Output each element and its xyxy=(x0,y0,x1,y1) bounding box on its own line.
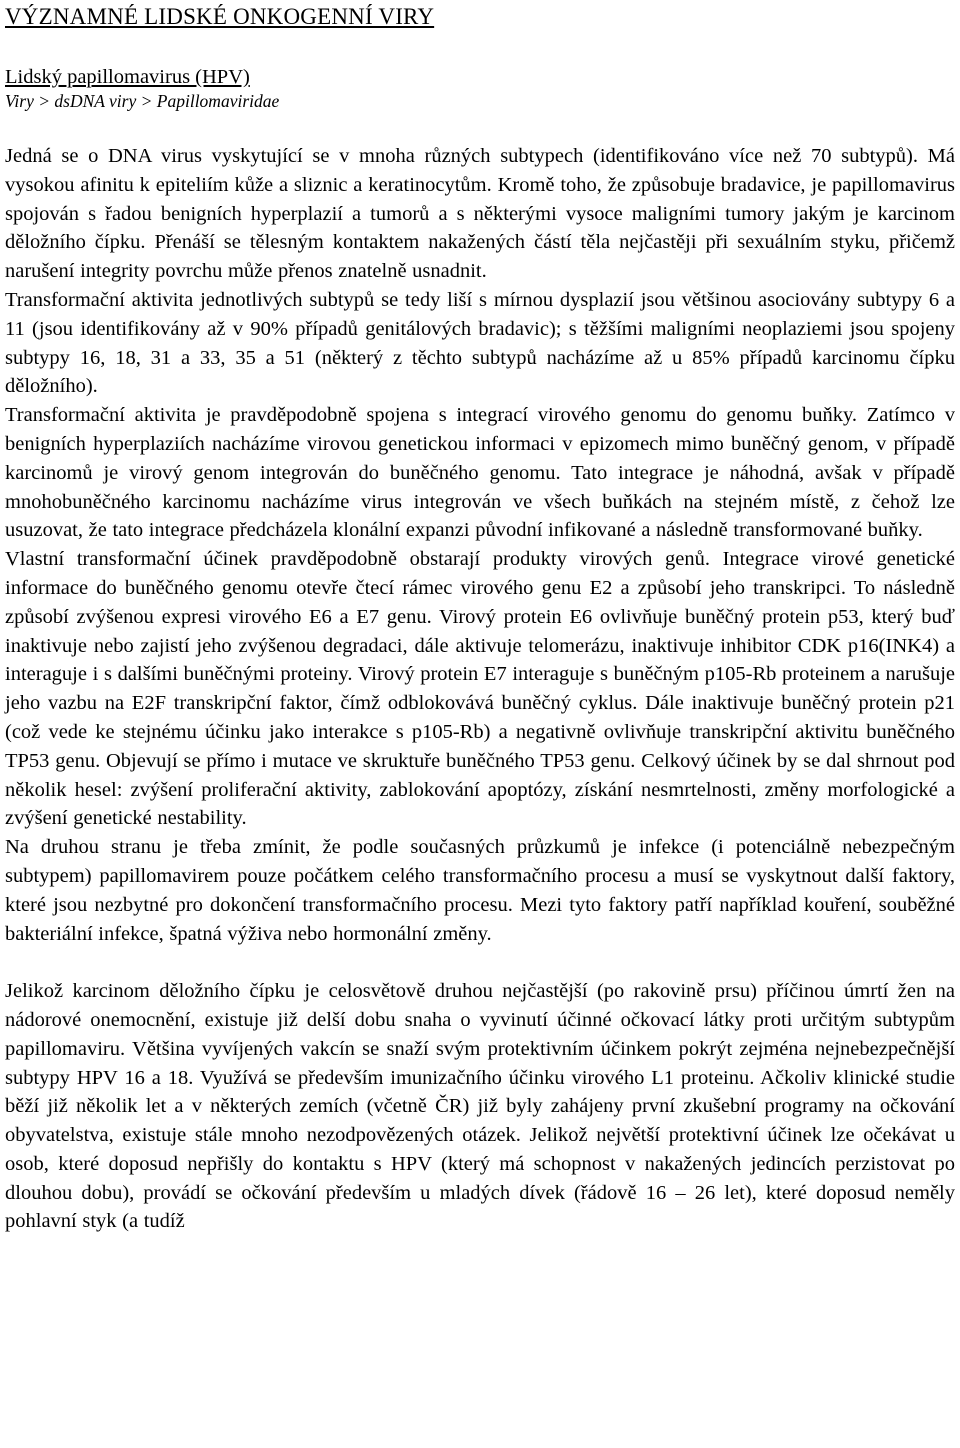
taxonomy-path: Viry > dsDNA viry > Papillomaviridae xyxy=(5,91,280,111)
document-title: VÝZNAMNÉ LIDSKÉ ONKOGENNÍ VIRY xyxy=(5,4,435,29)
paragraph: Na druhou stranu je třeba zmínit, že podle současných průzkumů je infekce (i potenciálně nebezpečným subtypem) papillomavirem pouze počátkem celého transformačního procesu a musí se vyskytnout další faktory, které jsou nezbytné pro dokončení transformačního procesu. Mezi tyto faktory patří například kouření, souběžné bakteriální infekce, špatná výživa nebo hormonální změny. xyxy=(5,836,955,945)
paragraph: Vlastní transformační účinek pravděpodobně obstarají produkty virových genů. Integrace virové genetické informace do buněčného genomu otevře čtecí rámec virového genu E2 a způsobí jeho transkripci. To následně způsobí zvýšenou expresi virového E6 a E7 genu. Virový protein E6 ovlivňuje buněčný protein p53, který buď inaktivuje nebo zajistí jeho zvýšenou degradaci, dále aktivuje telomerázu, inaktivuje inhibitor CDK p16(INK4) a interaguje i s dalšími buněčnými proteiny. Virový protein E7 interaguje s buněčným p105-Rb proteinem a narušuje jeho vazbu na E2F transkripční faktor, čímž odblokovává buněčný cyklus. Dále inaktivuje buněčný protein p21 (což vede ke stejnému účinku jako interakce s p105-Rb) a negativně ovlivňuje transkripční aktivitu buněčného TP53 genu. Objevují se přímo i mutace ve skruktuře buněčného TP53 genu. Celkový účinek by se dal shrnout pod několik hesel: zvýšení proliferační aktivity, zablokování apoptózy, získání nesmrtelnosti, změny morfologické a zvýšení genetické nestability. xyxy=(5,548,955,830)
paragraph: Jelikož karcinom děložního čípku je celosvětově druhou nejčastější (po rakovině prsu) příčinou úmrtí žen na nádorové onemocnění, existuje již delší dobu snaha o vyvinutí účinné očkovací látky proti určitým subtypům papillomaviru. Většina vyvíjených vakcín se snaží svým protektivním účinkem pokrýt zejména nejnebezpečnější subtypy HPV 16 a 18. Využívá se především imunizačního účinku virového L1 proteinu. Ačkoliv klinické studie běží již několik let a v některých zemích (včetně ČR) již byly zahájeny první zkušební programy na očkování obyvatelstva, existuje stále mnoho nezodpovězených otázek. Jelikož největší protektivní účinek lze očekávat u osob, které doposud nepřišly do kontaktu s HPV (který má schopnost v nakažených jedincích perzistovat po dlouhou dobu), provádí se očkování především u mladých dívek (řádově 16 – 26 let), které doposud neměly pohlavní styk (a tudíž xyxy=(5,980,955,1233)
body-text xyxy=(5,142,955,1236)
paragraph-gap xyxy=(5,948,955,977)
section-heading: Lidský papillomavirus (HPV) xyxy=(5,66,250,88)
paragraph: Transformační aktivita je pravděpodobně spojena s integrací virového genomu do genomu buňky. Zatímco v benigních hyperplaziích nacházíme virovou genetickou informaci v epizomech mimo buněčný genom, v případě karcinomů je virový genom integrován do buněčného genomu. Tato integrace je náhodná, avšak v případě mnohobuněčného karcinomu nacházíme virus integrován ve všech buňkách na stejném místě, z čehož lze usuzovat, že tato integrace předcházela klonální expanzi původní infikované a následně transformované buňky. xyxy=(5,404,955,542)
paragraph: Jedná se o DNA virus vyskytující se v mnoha různých subtypech (identifikováno více než 70 subtypů). Má vysokou afinitu k epiteliím kůže a sliznic a keratinocytům. Kromě toho, že způsobuje bradavice, je papillomavirus spojován s řadou benigních hyperplazií a tumorů a s některými vysoce maligními tumory jakým je karcinom děložního čípku. Přenáší se tělesným kontaktem nakažených částí těla nejčastěji při sexuálním styku, přičemž narušení integrity povrchu může přenos znatelně usnadnit. xyxy=(5,145,955,283)
paragraph: Transformační aktivita jednotlivých subtypů se tedy liší s mírnou dysplazií jsou většinou asociovány subtypy 6 a 11 (jsou identifikovány až v 90% případů genitálových bradavic); s těžšími maligními neoplaziemi jsou spojeny subtypy 16, 18, 31 a 33, 35 a 51 (některý z těchto subtypů nacházíme až u 85% případů karcinomu čípku děložního). xyxy=(5,288,955,398)
document-page xyxy=(5,0,955,1236)
